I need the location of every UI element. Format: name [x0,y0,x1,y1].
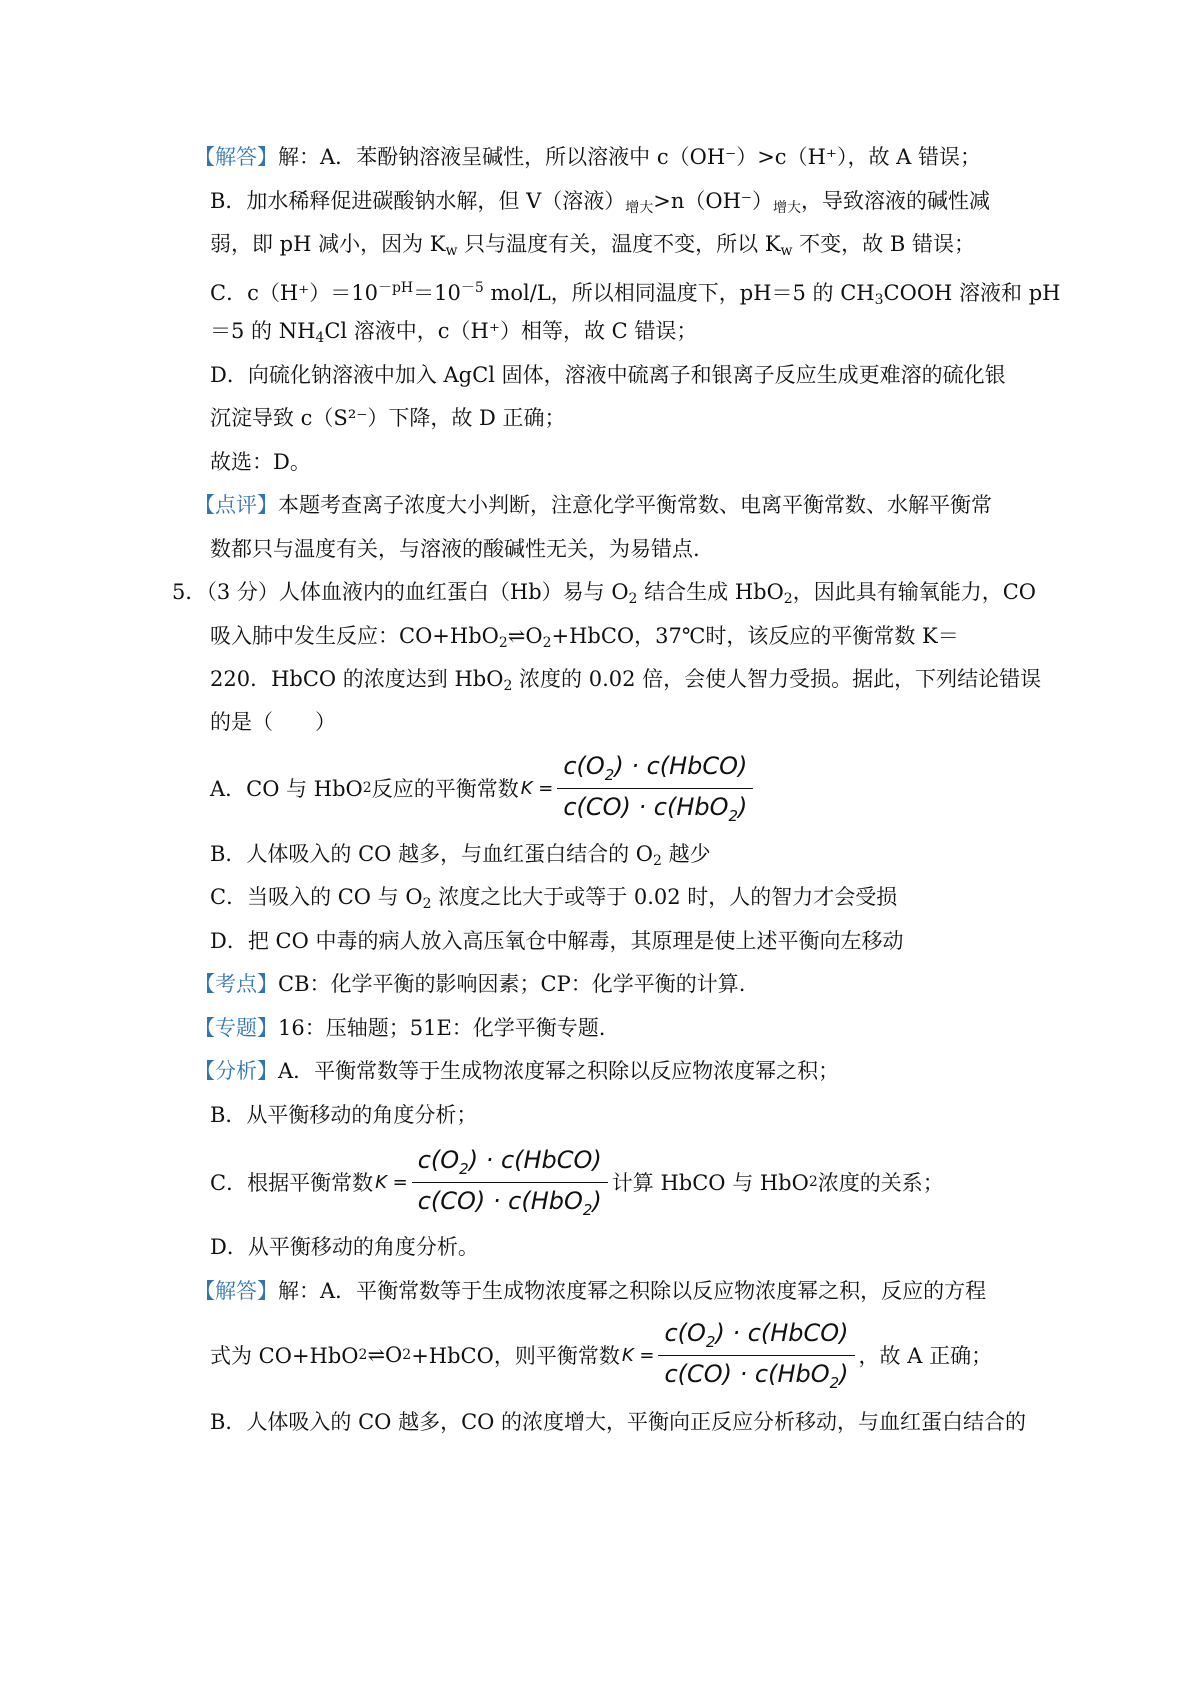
text-run: ⇌O [507,624,543,648]
analysis-line-4: D．从平衡移动的角度分析。 [210,1235,479,1259]
text-run: ，因此具有输氧能力，CO [792,580,1037,604]
text-run: ＝5 的 NH [210,319,316,343]
subscript: 2 [783,591,793,607]
answer-option-d-line-1: D．向硫化钠溶液中加入 AgCl 固体，溶液中硫离子和银离子反应生成更难溶的硫化银 [210,363,1006,387]
text-run: B．人体吸入的 CO 越多，与血红蛋白结合的 O [210,842,653,866]
option-d: D．把 CO 中毒的病人放入高压氧仓中解毒，其原理是使上述平衡向左移动 [210,929,904,953]
subscript: 2 [705,1332,716,1351]
equilibrium-constant-fraction [412,1146,608,1219]
subscript: 2 [503,678,513,694]
solution-line-3: B．人体吸入的 CO 越多，CO 的浓度增大，平衡向正反应分析移动，与血红蛋白结合的 [210,1410,1027,1434]
subscript: 2 [459,1159,469,1178]
text-run: c(O [563,751,605,780]
text-run: ，导致溶液的碱性减 [801,189,991,213]
text-run: 5．（3 分）人体血液内的血红蛋白（Hb）易与 O [172,580,629,604]
text-run: 浓度之比大于或等于 0.02 时，人的智力才会受损 [431,885,898,909]
text-run: 220．HbCO 的浓度达到 HbO [210,667,504,691]
answer-option-c-line-2 [210,307,1020,355]
subscript: 2 [604,765,615,784]
answer-option-b-line-1 [210,177,1020,225]
k-symbol: K = [621,1344,655,1366]
answer-option-b-line-2 [210,220,1020,268]
text-run: c(CO) · c(HbO [563,792,729,821]
text-run: 只与温度有关，温度不变，所以 K [457,232,781,256]
subscript: 4 [315,330,325,346]
question-5-line-4: 的是（ ） [210,710,336,734]
question-5-line-1 [172,568,1037,616]
text-run: 吸入肺中发生反应：CO+HbO [210,624,499,648]
text-run: 反应的平衡常数 [371,777,519,801]
subscript: 2 [498,635,508,651]
text-run: ) [592,1186,602,1215]
text-run: Cl 溶液中，c（H⁺）相等，故 C 错误； [324,319,698,343]
text-run: c(CO) · c(HbO [417,1186,583,1215]
text-run: c(O [417,1145,460,1174]
text-run: B．加水稀释促进碳酸钠水解，但 V（溶液） [210,189,626,213]
topic [194,1004,1004,1052]
text-run: A．CO 与 HbO [210,777,363,801]
subscript: 2 [362,780,372,796]
text-run: c(O [664,1318,706,1347]
superscript: －pH [377,280,414,296]
text-run: ⇌O [367,1343,403,1367]
text-run: C．当吸入的 CO 与 O [210,885,423,909]
analysis-line-1 [194,1047,1004,1095]
text-run: 浓度的关系； [817,1171,944,1195]
superscript: －5 [460,280,484,296]
exam-point-tag: 【考点】 [194,972,278,996]
subscript: w [780,243,793,259]
comment-tag: 【点评】 [194,493,278,517]
solution-line-2 [210,1305,1020,1405]
analysis-tag: 【分析】 [194,1059,278,1083]
answer-option-d-line-2: 沉淀导致 c（S²⁻）下降，故 D 正确； [210,406,566,430]
text-run: ) · c(HbCO) [468,1145,602,1174]
subscript: 2 [422,896,432,912]
subscript: 2 [808,1174,818,1190]
fraction-denominator [557,789,753,825]
text-run: 结合生成 HbO [637,580,784,604]
subscript: 2 [628,591,638,607]
text-run: ，故 A 正确； [858,1344,993,1368]
answer-tag: 【解答】 [194,145,278,169]
k-symbol: K = [520,777,554,799]
text-run: 越少 [661,842,711,866]
analysis-line-2: B．从平衡移动的角度分析； [210,1103,478,1127]
exam-point [194,960,1004,1008]
subscript: 2 [829,1373,840,1392]
solution-text: 解：A．平衡常数等于生成物浓度幂之积除以反应物浓度幂之积，反应的方程 [278,1279,987,1303]
text-run: >n（OH⁻） [653,189,774,213]
text-run: COOH 溶液和 pH [883,281,1061,305]
exam-point-text: CB：化学平衡的影响因素；CP：化学平衡的计算. [278,972,746,996]
text-run: 不变，故 B 错误； [792,232,975,256]
fraction-denominator [658,1356,854,1392]
question-5-line-2 [210,612,1020,660]
equilibrium-constant-fraction [658,1319,854,1392]
answer-text: 解：A．苯酚钠溶液呈碱性，所以溶液中 c（OH⁻）>c（H⁺），故 A 错误； [278,145,981,169]
comment-paragraph-2: 数都只与温度有关，与溶液的酸碱性无关，为易错点. [210,537,700,561]
question-5-line-3 [210,655,1042,703]
equilibrium-constant-fraction [557,752,753,825]
text-run: 式为 CO+HbO [210,1344,359,1368]
answer-choice: 故选：D。 [210,450,311,474]
topic-tag: 【专题】 [194,1016,278,1040]
answer-option-c-line-1 [210,264,1061,312]
option-b [210,830,1020,878]
subscript: w [445,243,458,259]
text-run: ＝10 [413,281,461,305]
text-run: +HbCO，则平衡常数 [411,1344,620,1368]
subscript: 3 [874,292,884,308]
analysis-line-3 [210,1132,1020,1232]
option-a [210,738,1020,838]
text-run: c(CO) · c(HbO [664,1359,830,1388]
text-run: mol/L，所以相同温度下，pH＝5 的 CH [483,281,875,305]
option-c [210,873,1020,921]
subscript: 2 [728,806,739,825]
subscript: 2 [652,853,662,869]
analysis-text: A．平衡常数等于生成物浓度幂之积除以反应物浓度幂之积； [278,1059,840,1083]
text-run: 浓度的 0.02 倍，会使人智力受损。据此，下列结论错误 [512,667,1042,691]
text-run: 计算 HbCO 与 HbO [611,1171,809,1195]
text-run: C．根据平衡常数 [210,1171,374,1195]
subscript: 增大 [625,200,654,216]
text-run: C．c（H⁺）＝10 [210,281,378,305]
comment-paragraph-1 [194,481,1004,529]
subscript: 2 [542,635,552,651]
fraction-numerator [412,1146,608,1183]
k-symbol: K = [375,1171,408,1193]
fraction-numerator [557,752,753,789]
text-run: +HbCO，37℃时，该反应的平衡常数 K＝ [551,624,959,648]
fraction-denominator [412,1183,608,1219]
fraction-numerator [658,1319,854,1356]
text-run: 弱，即 pH 减小，因为 K [210,232,446,256]
text-run: ) [839,1359,849,1388]
answer-paragraph-1 [194,133,1004,181]
subscript: 增大 [773,200,802,216]
subscript: 2 [358,1347,368,1363]
text-run: ) · c(HbCO) [715,1318,849,1347]
subscript: 2 [582,1200,593,1219]
topic-text: 16：压轴题；51E：化学平衡专题. [278,1016,606,1040]
text-run: ) [738,792,748,821]
solution-tag: 【解答】 [194,1279,278,1303]
subscript: 2 [402,1347,412,1363]
comment-text: 本题考查离子浓度大小判断，注意化学平衡常数、电离平衡常数、水解平衡常 [278,493,992,517]
text-run: ) · c(HbCO) [614,751,748,780]
